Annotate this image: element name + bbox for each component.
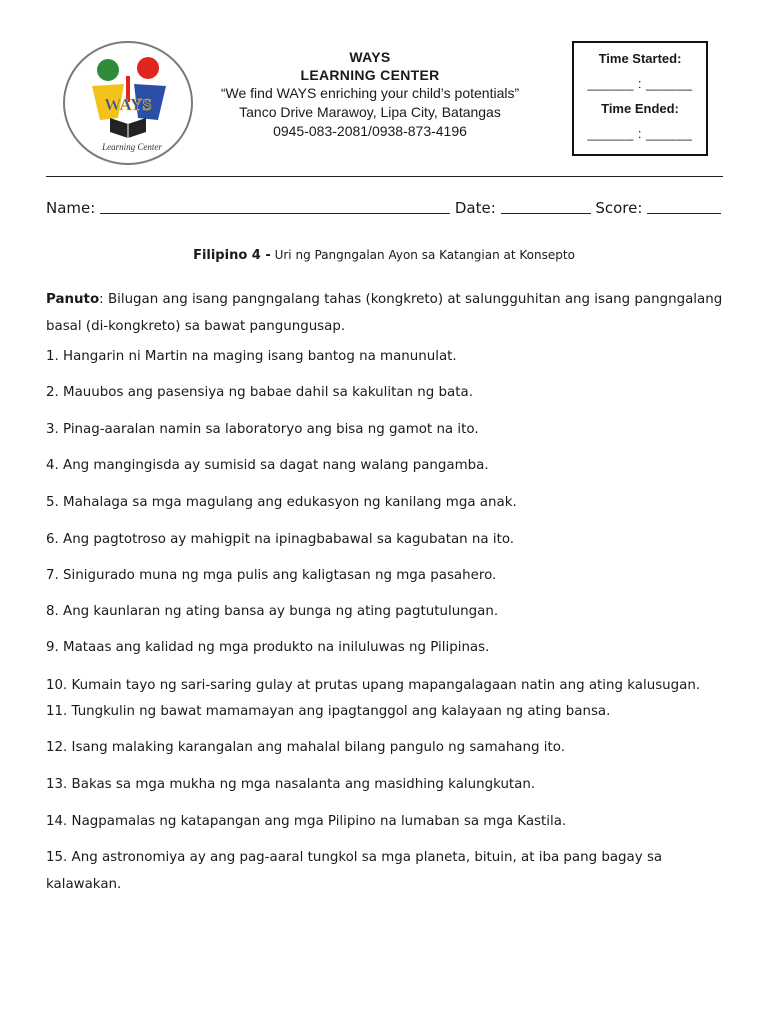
org-type: LEARNING CENTER xyxy=(300,67,440,83)
question-item: 3. Pinag-aaralan namin sa laboratoryo ang bisa ng gamot na ito. xyxy=(46,422,479,437)
question-item: 9. Mataas ang kalidad ng mga produkto na iniluluwas ng Pilipinas. xyxy=(46,640,490,655)
phone: 0945-083-2081/0938-873-4196 xyxy=(273,123,467,139)
question-item: 1. Hangarin ni Martin na maging isang bantog na manunulat. xyxy=(46,349,457,364)
ways-logo xyxy=(62,40,194,166)
school-header xyxy=(190,48,550,141)
logo-subtext: Learning Center xyxy=(102,142,162,152)
question-item: 6. Ang pagtotroso ay mahigpit na ipinagbabawal sa kagubatan na ito. xyxy=(46,532,515,547)
instructions-label: Panuto xyxy=(46,292,100,307)
org-name: WAYS xyxy=(349,49,391,65)
question-item: 4. Ang mangingisda ay sumisid sa dagat nang walang pangamba. xyxy=(46,458,489,473)
name-label: Name: xyxy=(46,199,96,217)
time-box xyxy=(572,41,708,156)
time-ended-field[interactable]: ______ : ______ xyxy=(587,126,693,141)
question-item: 10. Kumain tayo ng sari-saring gulay at prutas upang mapangalagaan natin ang ating kalusugan. xyxy=(46,678,701,693)
question-item: 13. Bakas sa mga mukha ng mga nasalanta ang masidhing kalungkutan. xyxy=(46,777,536,792)
student-info-row xyxy=(46,199,726,217)
tagline: “We find WAYS enriching your child’s potentials” xyxy=(220,85,520,101)
question-item: 2. Mauubos ang pasensiya ng babae dahil sa kakulitan ng bata. xyxy=(46,385,473,400)
question-item: 11. Tungkulin ng bawat mamamayan ang ipagtanggol ang kalayaan ng ating bansa. xyxy=(46,704,611,719)
question-item: 5. Mahalaga sa mga magulang ang edukasyon ng kanilang mga anak. xyxy=(46,495,517,510)
score-field[interactable] xyxy=(647,199,721,214)
time-started-field[interactable]: ______ : ______ xyxy=(587,76,693,91)
question-item: 15. Ang astronomiya ay ang pag-aaral tungkol sa mga planeta, bituin, at iba pang bagay sa kalawakan. xyxy=(46,850,663,892)
time-started-label: Time Started: xyxy=(598,51,682,66)
instructions xyxy=(46,286,726,340)
question-item: 12. Isang malaking karangalan ang mahalal bilang pangulo ng samahang ito. xyxy=(46,740,565,755)
question-item: 8. Ang kaunlaran ng ating bansa ay bunga ng ating pagtutulungan. xyxy=(46,604,499,619)
question-item: 7. Sinigurado muna ng mga pulis ang kaligtasan ng mga pasahero. xyxy=(46,568,497,583)
score-label: Score: xyxy=(595,199,643,217)
topic-label: Uri ng Pangngalan Ayon sa Katangian at Konsepto xyxy=(274,248,575,262)
instructions-text: : Bilugan ang isang pangngalang tahas (kongkreto) at salungguhitan ang isang pangngalang basal (di-kongkreto) sa bawat pangungusap. xyxy=(46,292,723,334)
date-label: Date: xyxy=(454,199,496,217)
header-divider xyxy=(46,176,723,177)
address: Tanco Drive Marawoy, Lipa City, Batangas xyxy=(239,104,501,120)
logo-word: WAYS xyxy=(104,95,152,114)
time-ended-label: Time Ended: xyxy=(601,101,679,116)
question-item: 14. Nagpamalas ng katapangan ang mga Pilipino na lumaban sa mga Kastila. xyxy=(46,814,567,829)
worksheet-title xyxy=(0,248,768,263)
subject-label: Filipino 4 - xyxy=(193,248,271,263)
ways-logo-graphic xyxy=(62,40,194,166)
date-field[interactable] xyxy=(501,199,591,214)
name-field[interactable] xyxy=(100,199,450,214)
